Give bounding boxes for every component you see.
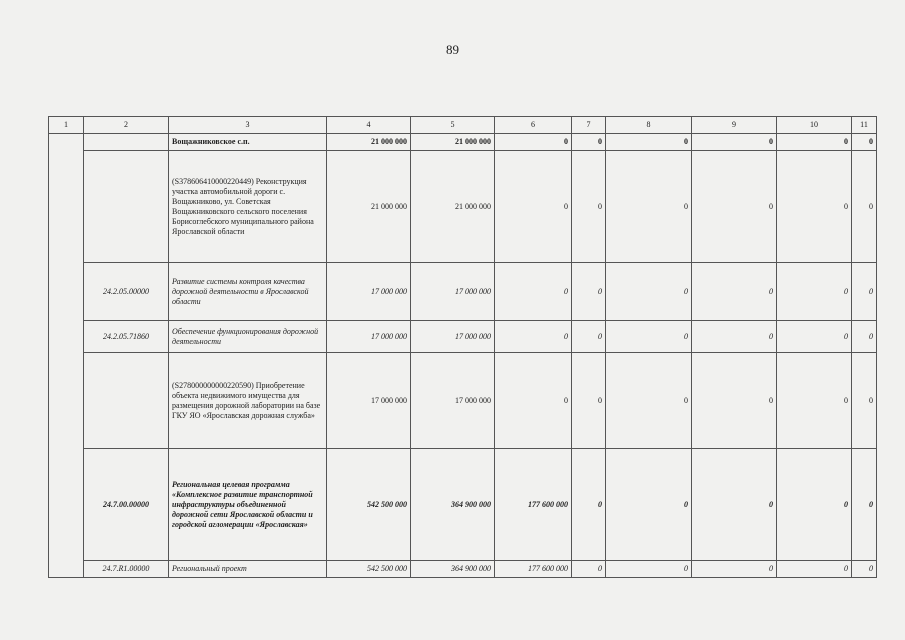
column-header: 3 bbox=[169, 117, 327, 134]
cell-value: 0 bbox=[852, 263, 877, 321]
column-header: 7 bbox=[572, 117, 606, 134]
cell-value: 0 bbox=[692, 134, 777, 151]
cell-value: 177 600 000 bbox=[495, 561, 572, 578]
table-row bbox=[49, 561, 877, 578]
cell-value: 177 600 000 bbox=[495, 449, 572, 561]
cell-value: 0 bbox=[777, 353, 852, 449]
cell-value: 0 bbox=[692, 353, 777, 449]
cell-code bbox=[84, 353, 169, 449]
table-row bbox=[49, 263, 877, 321]
column-header: 9 bbox=[692, 117, 777, 134]
cell-value: 0 bbox=[777, 321, 852, 353]
cell-value: 17 000 000 bbox=[411, 321, 495, 353]
cell-value: 0 bbox=[852, 151, 877, 263]
cell-name: Региональная целевая программа «Комплексное развитие транспортной инфраструктуры объединенной дорожной сети Ярославской области и городской агломерации «Ярославская» bbox=[169, 449, 327, 561]
cell-value: 0 bbox=[495, 151, 572, 263]
cell-name: Развитие системы контроля качества дорожной деятельности в Ярославской области bbox=[169, 263, 327, 321]
cell-value: 0 bbox=[572, 561, 606, 578]
table-row bbox=[49, 353, 877, 449]
cell-value: 364 900 000 bbox=[411, 449, 495, 561]
cell-col1 bbox=[49, 134, 84, 578]
cell-value: 0 bbox=[852, 449, 877, 561]
cell-value: 0 bbox=[852, 353, 877, 449]
cell-value: 0 bbox=[777, 449, 852, 561]
cell-value: 0 bbox=[572, 449, 606, 561]
column-header: 10 bbox=[777, 117, 852, 134]
cell-value: 542 500 000 bbox=[327, 449, 411, 561]
cell-value: 0 bbox=[572, 353, 606, 449]
cell-value: 0 bbox=[692, 151, 777, 263]
table-row bbox=[49, 151, 877, 263]
column-header: 11 bbox=[852, 117, 877, 134]
cell-value: 0 bbox=[606, 134, 692, 151]
cell-name: Вощажниковское с.п. bbox=[169, 134, 327, 151]
cell-value: 0 bbox=[572, 151, 606, 263]
column-header: 2 bbox=[84, 117, 169, 134]
cell-value: 0 bbox=[852, 561, 877, 578]
cell-value: 17 000 000 bbox=[327, 353, 411, 449]
column-header: 5 bbox=[411, 117, 495, 134]
cell-value: 17 000 000 bbox=[411, 353, 495, 449]
cell-value: 21 000 000 bbox=[411, 151, 495, 263]
cell-value: 0 bbox=[852, 321, 877, 353]
cell-value: 0 bbox=[572, 321, 606, 353]
cell-name: (S278000000000220590) Приобретение объекта недвижимого имущества для размещения дорожной лаборатории на базе ГКУ ЯО «Ярославская дорожная служба» bbox=[169, 353, 327, 449]
cell-value: 0 bbox=[606, 449, 692, 561]
table-row bbox=[49, 449, 877, 561]
budget-table bbox=[48, 116, 877, 578]
cell-value: 0 bbox=[777, 263, 852, 321]
table-row bbox=[49, 134, 877, 151]
cell-value: 0 bbox=[777, 561, 852, 578]
table-row bbox=[49, 321, 877, 353]
cell-value: 17 000 000 bbox=[411, 263, 495, 321]
cell-value: 542 500 000 bbox=[327, 561, 411, 578]
cell-code bbox=[84, 134, 169, 151]
cell-value: 0 bbox=[495, 134, 572, 151]
cell-value: 0 bbox=[606, 151, 692, 263]
cell-value: 0 bbox=[692, 263, 777, 321]
cell-value: 0 bbox=[606, 561, 692, 578]
cell-value: 21 000 000 bbox=[327, 151, 411, 263]
cell-value: 0 bbox=[572, 134, 606, 151]
cell-value: 17 000 000 bbox=[327, 263, 411, 321]
cell-value: 21 000 000 bbox=[411, 134, 495, 151]
header-row bbox=[49, 117, 877, 134]
column-header: 6 bbox=[495, 117, 572, 134]
cell-name: Обеспечение функционирования дорожной деятельности bbox=[169, 321, 327, 353]
cell-value: 17 000 000 bbox=[327, 321, 411, 353]
cell-code: 24.2.05.00000 bbox=[84, 263, 169, 321]
cell-value: 364 900 000 bbox=[411, 561, 495, 578]
cell-code: 24.2.05.71860 bbox=[84, 321, 169, 353]
cell-name: (S378606410000220449) Реконструкция участка автомобильной дороги с. Вощажниково, ул. Советская Вощажниковского сельского поселения Борисоглебского муниципального района Ярославской области bbox=[169, 151, 327, 263]
cell-code: 24.7.00.00000 bbox=[84, 449, 169, 561]
cell-value: 0 bbox=[495, 353, 572, 449]
cell-value: 0 bbox=[606, 263, 692, 321]
column-header: 1 bbox=[49, 117, 84, 134]
cell-value: 0 bbox=[495, 263, 572, 321]
page-number: 89 bbox=[446, 42, 459, 57]
cell-value: 0 bbox=[777, 151, 852, 263]
cell-value: 0 bbox=[606, 321, 692, 353]
cell-value: 0 bbox=[692, 321, 777, 353]
column-header: 4 bbox=[327, 117, 411, 134]
cell-name: Региональный проект bbox=[169, 561, 327, 578]
cell-value: 0 bbox=[777, 134, 852, 151]
column-header: 8 bbox=[606, 117, 692, 134]
cell-value: 0 bbox=[692, 561, 777, 578]
cell-value: 0 bbox=[692, 449, 777, 561]
cell-code bbox=[84, 151, 169, 263]
cell-code: 24.7.R1.00000 bbox=[84, 561, 169, 578]
cell-value: 0 bbox=[495, 321, 572, 353]
cell-value: 0 bbox=[852, 134, 877, 151]
cell-value: 21 000 000 bbox=[327, 134, 411, 151]
cell-value: 0 bbox=[606, 353, 692, 449]
cell-value: 0 bbox=[572, 263, 606, 321]
